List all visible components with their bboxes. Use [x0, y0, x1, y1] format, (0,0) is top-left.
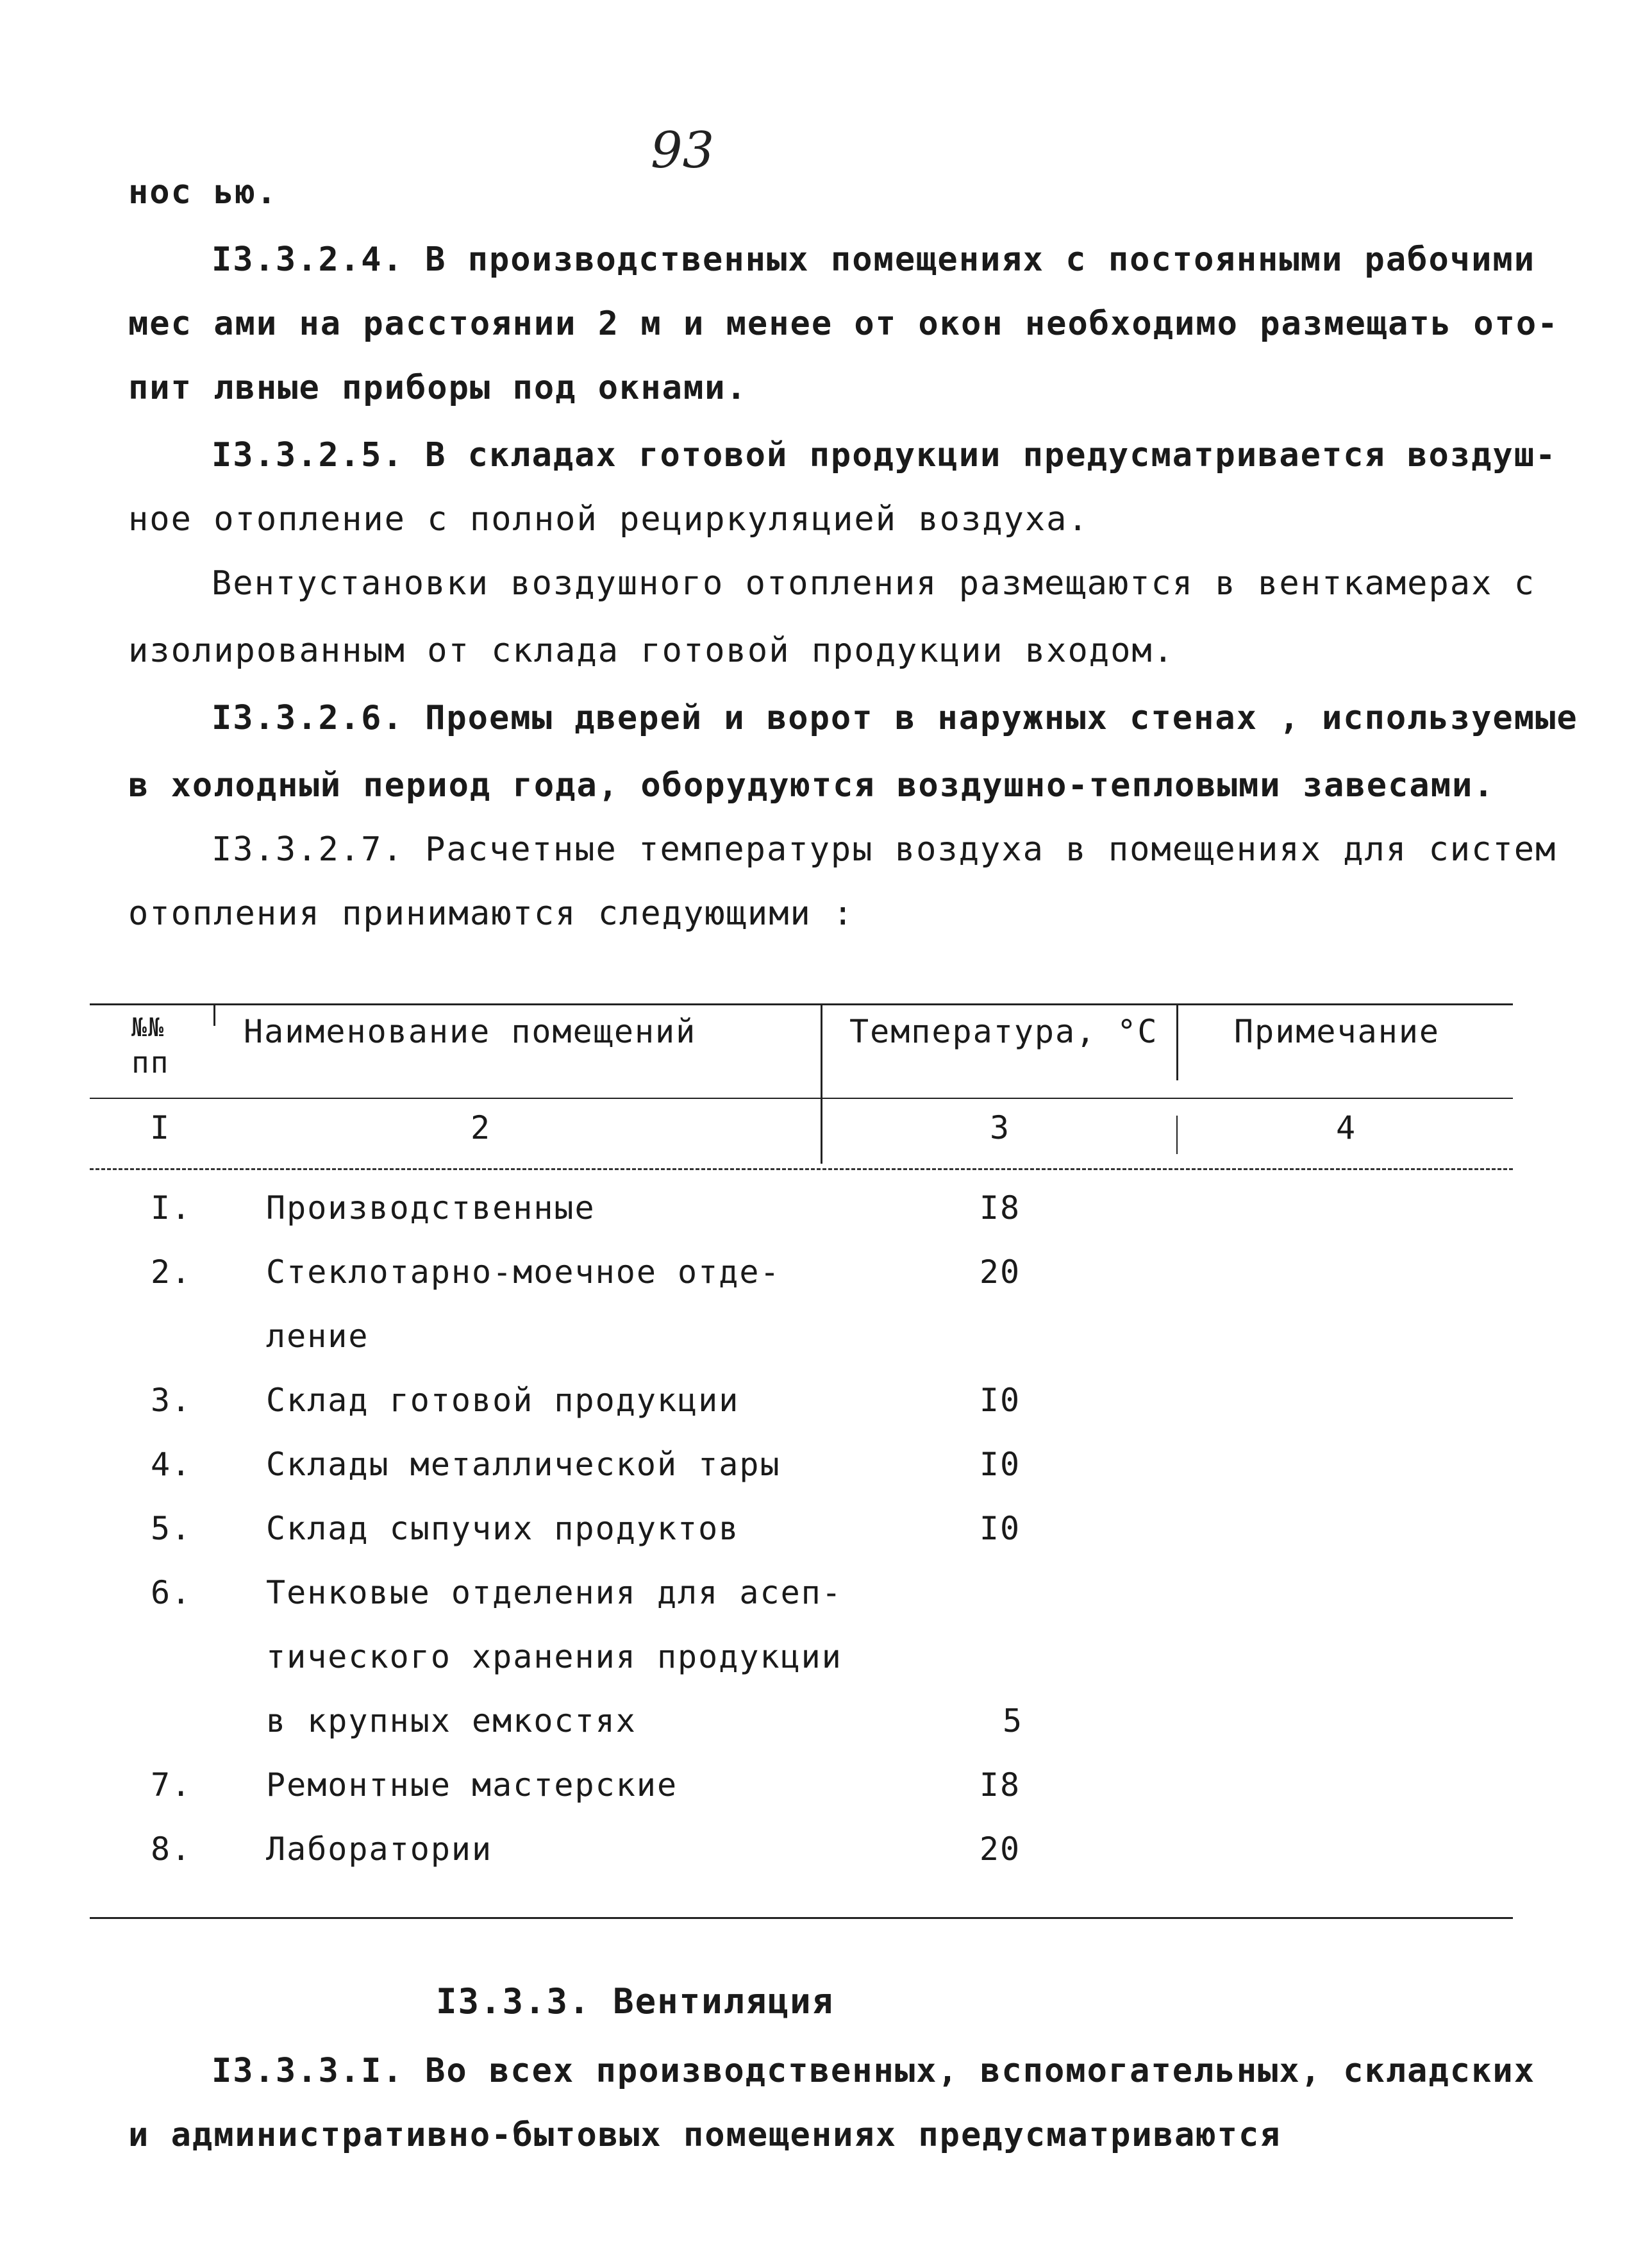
text-line: пит лвные приборы под окнами. — [128, 369, 747, 407]
text-line: мес ами на расстоянии 2 м и менее от окон необходимо размещать ото- — [128, 305, 1559, 343]
row-number: 6. — [151, 1574, 192, 1611]
row-number: 7. — [151, 1766, 192, 1804]
room-temperature: 20 — [979, 1253, 1021, 1291]
room-name: ление — [266, 1318, 369, 1355]
room-temperature: I0 — [979, 1382, 1021, 1419]
col-number: 4 — [1335, 1109, 1357, 1146]
table-bottom-rule — [90, 1917, 1513, 1919]
room-name: Тенковые отделения для асеп- — [266, 1574, 842, 1611]
room-temperature: 5 — [1002, 1702, 1024, 1739]
row-number: 8. — [151, 1831, 192, 1868]
header-num-line1: №№ — [131, 1013, 165, 1043]
room-name: Склады металлической тары — [266, 1446, 781, 1483]
header-note: Примечание — [1234, 1013, 1440, 1050]
text-line: I3.3.2.4. В производственных помещениях с постоянными рабочими — [212, 240, 1536, 279]
section-heading: I3.3.3. Вентиляция — [436, 1981, 835, 2022]
room-temperature: 20 — [979, 1831, 1021, 1868]
room-name: Склад готовой продукции — [266, 1382, 740, 1419]
header-name: Наименование помещений — [244, 1013, 697, 1050]
row-number: 3. — [151, 1382, 192, 1419]
numbers-rule — [90, 1168, 1513, 1170]
text-line: в холодный период года, оборудуются воздушно-тепловыми завесами. — [128, 766, 1495, 805]
text-line: I3.3.3.I. Во всех производственных, вспомогательных, складских — [212, 2052, 1536, 2090]
col-number: I — [149, 1109, 171, 1146]
row-number: I. — [151, 1189, 192, 1227]
row-number: 4. — [151, 1446, 192, 1483]
col-number: 2 — [470, 1109, 492, 1146]
room-temperature: I0 — [979, 1446, 1021, 1483]
col-number: 3 — [989, 1109, 1011, 1146]
page-number: 93 — [651, 122, 715, 180]
header-rule — [90, 1098, 1513, 1099]
text-line: нос ью. — [128, 173, 278, 212]
column-divider — [1176, 1003, 1178, 1080]
text-line: I3.3.2.5. В складах готовой продукции предусматривается воздуш- — [212, 436, 1557, 474]
room-name: в крупных емкостях — [266, 1702, 637, 1739]
row-number: 2. — [151, 1253, 192, 1291]
room-name: тического хранения продукции — [266, 1638, 842, 1675]
text-line: и административно-бытовых помещениях предусматриваются — [128, 2116, 1281, 2154]
text-line: I3.3.2.6. Проемы дверей и ворот в наружных стенах , используемые — [212, 699, 1578, 737]
column-divider — [213, 1003, 215, 1026]
text-line: изолированным от склада готовой продукции входом. — [128, 632, 1175, 670]
text-line: Вентустановки воздушного отопления размещаются в венткамерах с — [212, 564, 1536, 603]
room-temperature: I0 — [979, 1510, 1021, 1547]
text-line: I3.3.2.7. Расчетные температуры воздуха в помещениях для систем — [212, 830, 1557, 869]
header-num-line2: пп — [131, 1045, 170, 1080]
room-name: Стеклотарно-моечное отде- — [266, 1253, 781, 1291]
room-temperature: I8 — [979, 1766, 1021, 1804]
room-name: Склад сыпучих продуктов — [266, 1510, 740, 1547]
room-name: Лаборатории — [266, 1831, 493, 1868]
column-divider — [821, 1003, 822, 1164]
text-line: ное отопление с полной рециркуляцией воздуха. — [128, 500, 1089, 539]
room-name: Ремонтные мастерские — [266, 1766, 678, 1804]
column-divider — [1176, 1116, 1178, 1154]
text-line: отопления принимаются следующими : — [128, 894, 855, 933]
row-number: 5. — [151, 1510, 192, 1547]
header-temperature: Температура, °С — [849, 1013, 1158, 1050]
room-name: Производственные — [266, 1189, 596, 1227]
table-top-rule — [90, 1003, 1513, 1005]
room-temperature: I8 — [979, 1189, 1021, 1227]
